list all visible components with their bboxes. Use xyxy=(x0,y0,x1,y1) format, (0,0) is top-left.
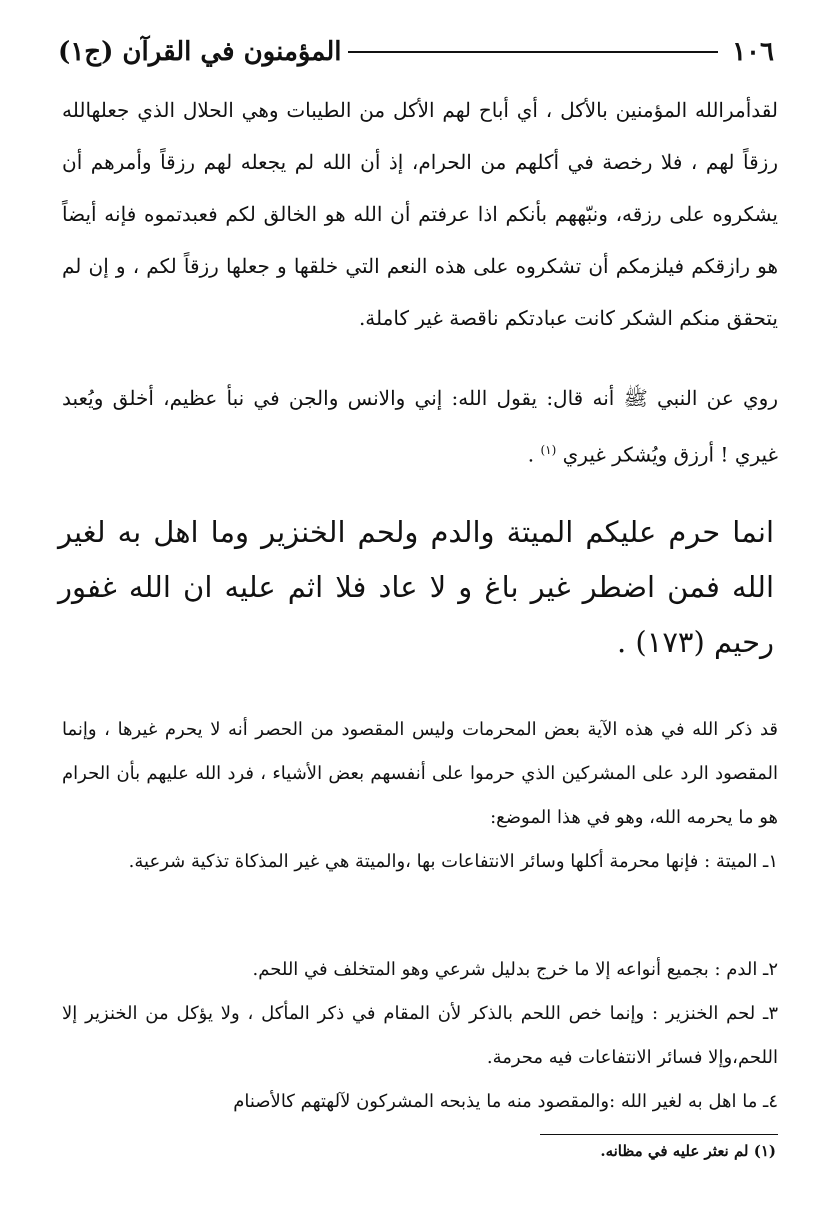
paragraph-1: لقدأمرالله المؤمنين بالأكل ، أي أباح لهم الأكل من الطيبات وهي الحلال الذي جعلهالله رزقاً لهم ، فلا رخصة في أكلهم من الحرام، إذ أن الله لم يجعله لهم رزقاً وأمرهم أن يشكروه على رزقه، ونبّههم بأنكم اذا عرفتم أن الله هو الخالق لكم فعبدتموه فإنه أيضاً هو رازقكم فيلزمكم أن تشكروه على هذه النعم التي خلقها و جعلها رزقاً لكم ، و إن لم يتحقق منكم الشكر كانت عبادتكم ناقصة غير كاملة. xyxy=(62,98,778,330)
commentary: قد ذكر الله في هذه الآية بعض المحرمات وليس المقصود من الحصر أنه لا يحرم غيرها ، وإنما المقصود الرد على المشركين الذي حرموا على أنفسهم بعض الأشياء ، فرد الله عليهم بأن الحرام هو ما يحرمه الله، وهو في هذا الموضع: xyxy=(62,719,778,828)
hadith-text: روي عن النبي ﷺ أنه قال: يقول الله: إني والانس والجن في نبأ عظيم، أخلق ويُعبد غيري ! أرزق ويُشكر غيري xyxy=(62,386,778,467)
header-rule xyxy=(348,51,719,53)
quran-verse: انما حرم عليكم الميتة والدم ولحم الخنزير وما اهل به لغير الله فمن اضطر غير باغ و لا عاد فلا اثم عليه ان الله غفور رحيم (١٧٣) . xyxy=(58,515,774,659)
page-header xyxy=(58,34,774,70)
list-item-3: ٣ـ لحم الخنزير : وإنما خص اللحم بالذكر لأن المقام في ذكر المأكل ، ولا يؤكل من الخنزير إلا اللحم،وإلا فسائر الانتفاعات فيه محرمة. xyxy=(62,1003,778,1068)
footnote-rule xyxy=(540,1134,778,1135)
hadith-end: . xyxy=(527,442,541,467)
page-number: ١٠٦ xyxy=(732,37,774,67)
paragraph-2 xyxy=(62,372,778,481)
list-item-2: ٢ـ الدم : بجميع أنواعه إلا ما خرج بدليل شرعي وهو المتخلف في اللحم. xyxy=(252,959,778,980)
list-item-1: ١ـ الميتة : فإنها محرمة أكلها وسائر الانتفاعات بها ،والميتة هي غير المذكاة تذكية شرعية. xyxy=(128,851,778,872)
footnote-ref: (١) xyxy=(540,443,557,457)
list-item-4: ٤ـ ما اهل به لغير الله :والمقصود منه ما يذبحه المشركون لآلهتهم كالأصنام xyxy=(233,1091,778,1112)
footnote: (١) لم نعثر عليه في مظانه. xyxy=(600,1142,776,1160)
running-title: المؤمنون في القرآن (ج١) xyxy=(58,37,342,67)
